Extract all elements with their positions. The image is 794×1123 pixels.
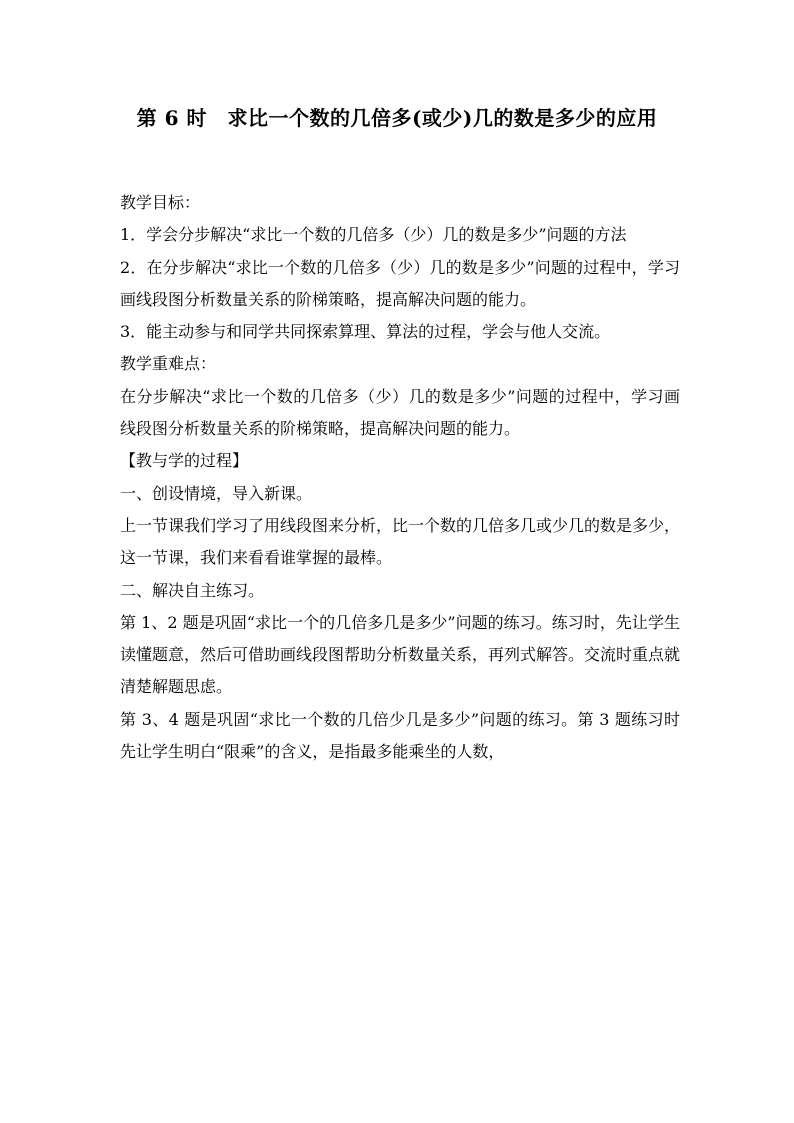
heading-process: 【教与学的过程】 [120, 451, 249, 471]
heading-teaching-goals: 教学目标： [120, 193, 201, 212]
section-1-text: 上一节课我们学习了用线段图来分析，比一个数的几倍多几或少几的数是多少，这一节课，我们来看看谁掌握的最棒。 [120, 515, 681, 568]
goal-3: 3．能主动参与和同学共同探索算理、算法的过程，学会与他人交流。 [120, 322, 611, 342]
goal-2: 2．在分步解决“求比一个数的几倍多（少）几的数是多少”问题的过程中，学习画线段图分析数量关系的阶梯策略，提高解决问题的能力。 [120, 257, 680, 309]
goal-1: 1．学会分步解决“求比一个数的几倍多（少）几的数是多少”问题的方法 [120, 225, 627, 245]
exercise-3-4-text: 第 3、4 题是巩固“求比一个数的几倍少几是多少”问题的练习。第 3 题练习时先让学生明白“限乘”的含义，是指最多能乘坐的人数， [120, 709, 680, 762]
exercise-1-2-text: 第 1、2 题是巩固“求比一个的几倍多几是多少”问题的练习。练习时，先让学生读懂题意，然后可借助画线段图帮助分析数量关系，再列式解答。交流时重点就清楚解题思虑。 [120, 612, 681, 697]
lesson-title: 第 6 时 求比一个数的几倍多(或少)几的数是多少的应用 [136, 106, 658, 130]
section-1-heading: 一、创设情境，导入新课。 [120, 483, 313, 503]
document-body [120, 187, 680, 768]
key-points-text: 在分步解决“求比一个数的几倍多（少）几的数是多少”问题的过程中，学习画线段图分析数量关系的阶梯策略，提高解决问题的能力。 [120, 386, 680, 439]
section-2-heading: 二、解决自主练习。 [120, 580, 265, 600]
heading-key-points: 教学重难点： [120, 354, 217, 374]
